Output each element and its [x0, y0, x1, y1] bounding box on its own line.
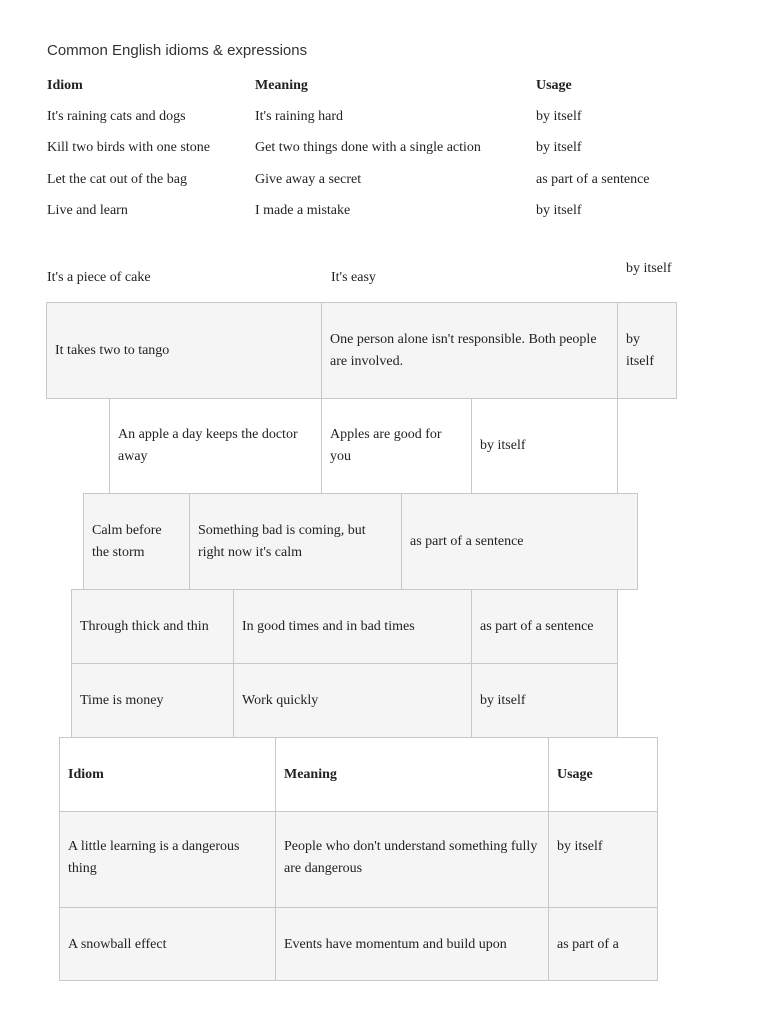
- idiom-cell: It's raining cats and dogs: [47, 109, 186, 124]
- meaning-cell: One person alone isn't responsible. Both people are involved.: [321, 302, 618, 399]
- idiom-cell: Through thick and thin: [71, 589, 234, 664]
- idiom-cell: A snowball effect: [59, 907, 276, 981]
- meaning-cell: It's raining hard: [255, 109, 344, 124]
- page-title: Common English idioms & expressions: [47, 42, 308, 59]
- usage-cell: as part of a sentence: [401, 493, 638, 590]
- idiom-cell: Calm before the storm: [83, 493, 190, 590]
- meaning-cell: Give away a secret: [255, 172, 362, 187]
- usage-cell: by itself: [536, 109, 582, 124]
- column-header-meaning: Meaning: [275, 737, 549, 812]
- meaning-cell: Work quickly: [233, 663, 472, 738]
- meaning-cell: Get two things done with a single action: [255, 140, 481, 155]
- usage-cell: by itself: [626, 261, 672, 276]
- column-header-meaning: Meaning: [255, 78, 308, 93]
- idiom-cell: It's a piece of cake: [47, 270, 151, 285]
- column-header-idiom: Idiom: [47, 78, 83, 93]
- meaning-cell: I made a mistake: [255, 203, 351, 218]
- usage-cell: by itself: [471, 398, 618, 494]
- usage-cell: by itself: [471, 663, 618, 738]
- usage-cell: as part of a sentence: [471, 589, 618, 664]
- idiom-cell: A little learning is a dangerous thing: [59, 811, 276, 908]
- meaning-cell: People who don't understand something fully are dangerous: [275, 811, 549, 908]
- usage-cell: by itself: [536, 203, 582, 218]
- column-header-idiom: Idiom: [59, 737, 276, 812]
- meaning-cell: Apples are good for you: [321, 398, 472, 494]
- idiom-cell: Let the cat out of the bag: [47, 172, 187, 187]
- meaning-cell: In good times and in bad times: [233, 589, 472, 664]
- meaning-cell: It's easy: [331, 270, 376, 285]
- column-header-usage: Usage: [548, 737, 658, 812]
- meaning-cell: Something bad is coming, but right now it's calm: [189, 493, 402, 590]
- meaning-cell: Events have momentum and build upon: [275, 907, 549, 981]
- usage-cell: as part of a sentence: [536, 172, 650, 187]
- idiom-cell: Live and learn: [47, 203, 128, 218]
- column-header-usage: Usage: [536, 78, 572, 93]
- idiom-cell: It takes two to tango: [46, 302, 322, 399]
- idiom-cell: An apple a day keeps the doctor away: [109, 398, 322, 494]
- idiom-cell: Kill two birds with one stone: [47, 140, 210, 155]
- idiom-cell: Time is money: [71, 663, 234, 738]
- usage-cell: by itself: [548, 811, 658, 908]
- usage-cell: by itself: [536, 140, 582, 155]
- usage-cell: by itself: [617, 302, 677, 399]
- usage-cell: as part of a: [548, 907, 658, 981]
